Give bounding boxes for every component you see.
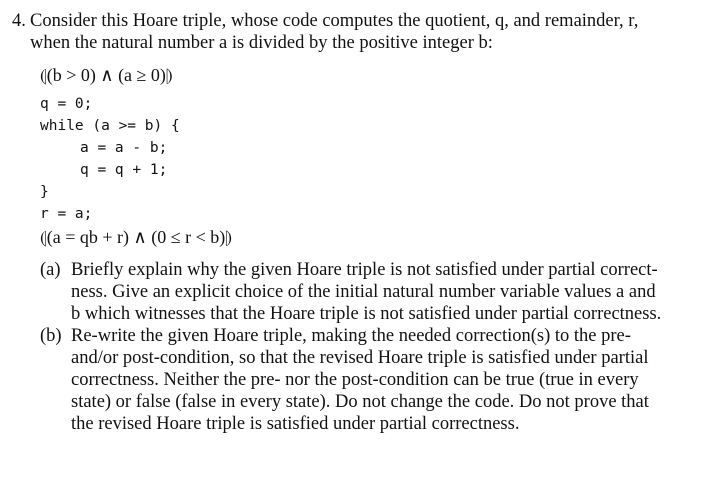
part-b-line-2: and/or post-condition, so that the revised Hoare triple is satisfied under partial bbox=[71, 348, 649, 368]
part-a-line-1: Briefly explain why the given Hoare triple is not satisfied under partial correct- bbox=[71, 260, 658, 280]
part-b-line-4: state) or false (false in every state). Do not change the code. Do not prove that bbox=[71, 392, 649, 412]
part-b-line-1: Re-write the given Hoare triple, making the needed correction(s) to the pre- bbox=[71, 326, 631, 346]
question-intro-line-2: when the natural number a is divided by the positive integer b: bbox=[30, 33, 493, 53]
code-line-2: while (a >= b) { bbox=[40, 118, 180, 134]
part-b-line-3: correctness. Neither the pre- nor the post-condition can be true (true in every bbox=[71, 370, 639, 390]
part-b-label: (b) bbox=[40, 326, 62, 346]
question-intro-line-1: Consider this Hoare triple, whose code computes the quotient, q, and remainder, r, bbox=[30, 11, 639, 31]
postcondition: ⦇(a = qb + r) ∧ (0 ≤ r < b)⦈ bbox=[40, 227, 232, 247]
code-line-3: a = a - b; bbox=[80, 140, 168, 156]
part-a-line-2: ness. Give an explicit choice of the initial natural number variable values a and bbox=[71, 282, 656, 302]
precondition: ⦇(b > 0) ∧ (a ≥ 0)⦈ bbox=[40, 65, 173, 85]
question-number: 4. bbox=[12, 11, 26, 31]
code-line-6: r = a; bbox=[40, 206, 93, 222]
code-line-5: } bbox=[40, 184, 49, 200]
part-b-line-5: the revised Hoare triple is satisfied under partial correctness. bbox=[71, 414, 520, 434]
part-a-label: (a) bbox=[40, 260, 61, 280]
part-a-line-3: b which witnesses that the Hoare triple is not satisfied under partial correctness. bbox=[71, 304, 662, 324]
code-line-4: q = q + 1; bbox=[80, 162, 168, 178]
code-line-1: q = 0; bbox=[40, 96, 93, 112]
